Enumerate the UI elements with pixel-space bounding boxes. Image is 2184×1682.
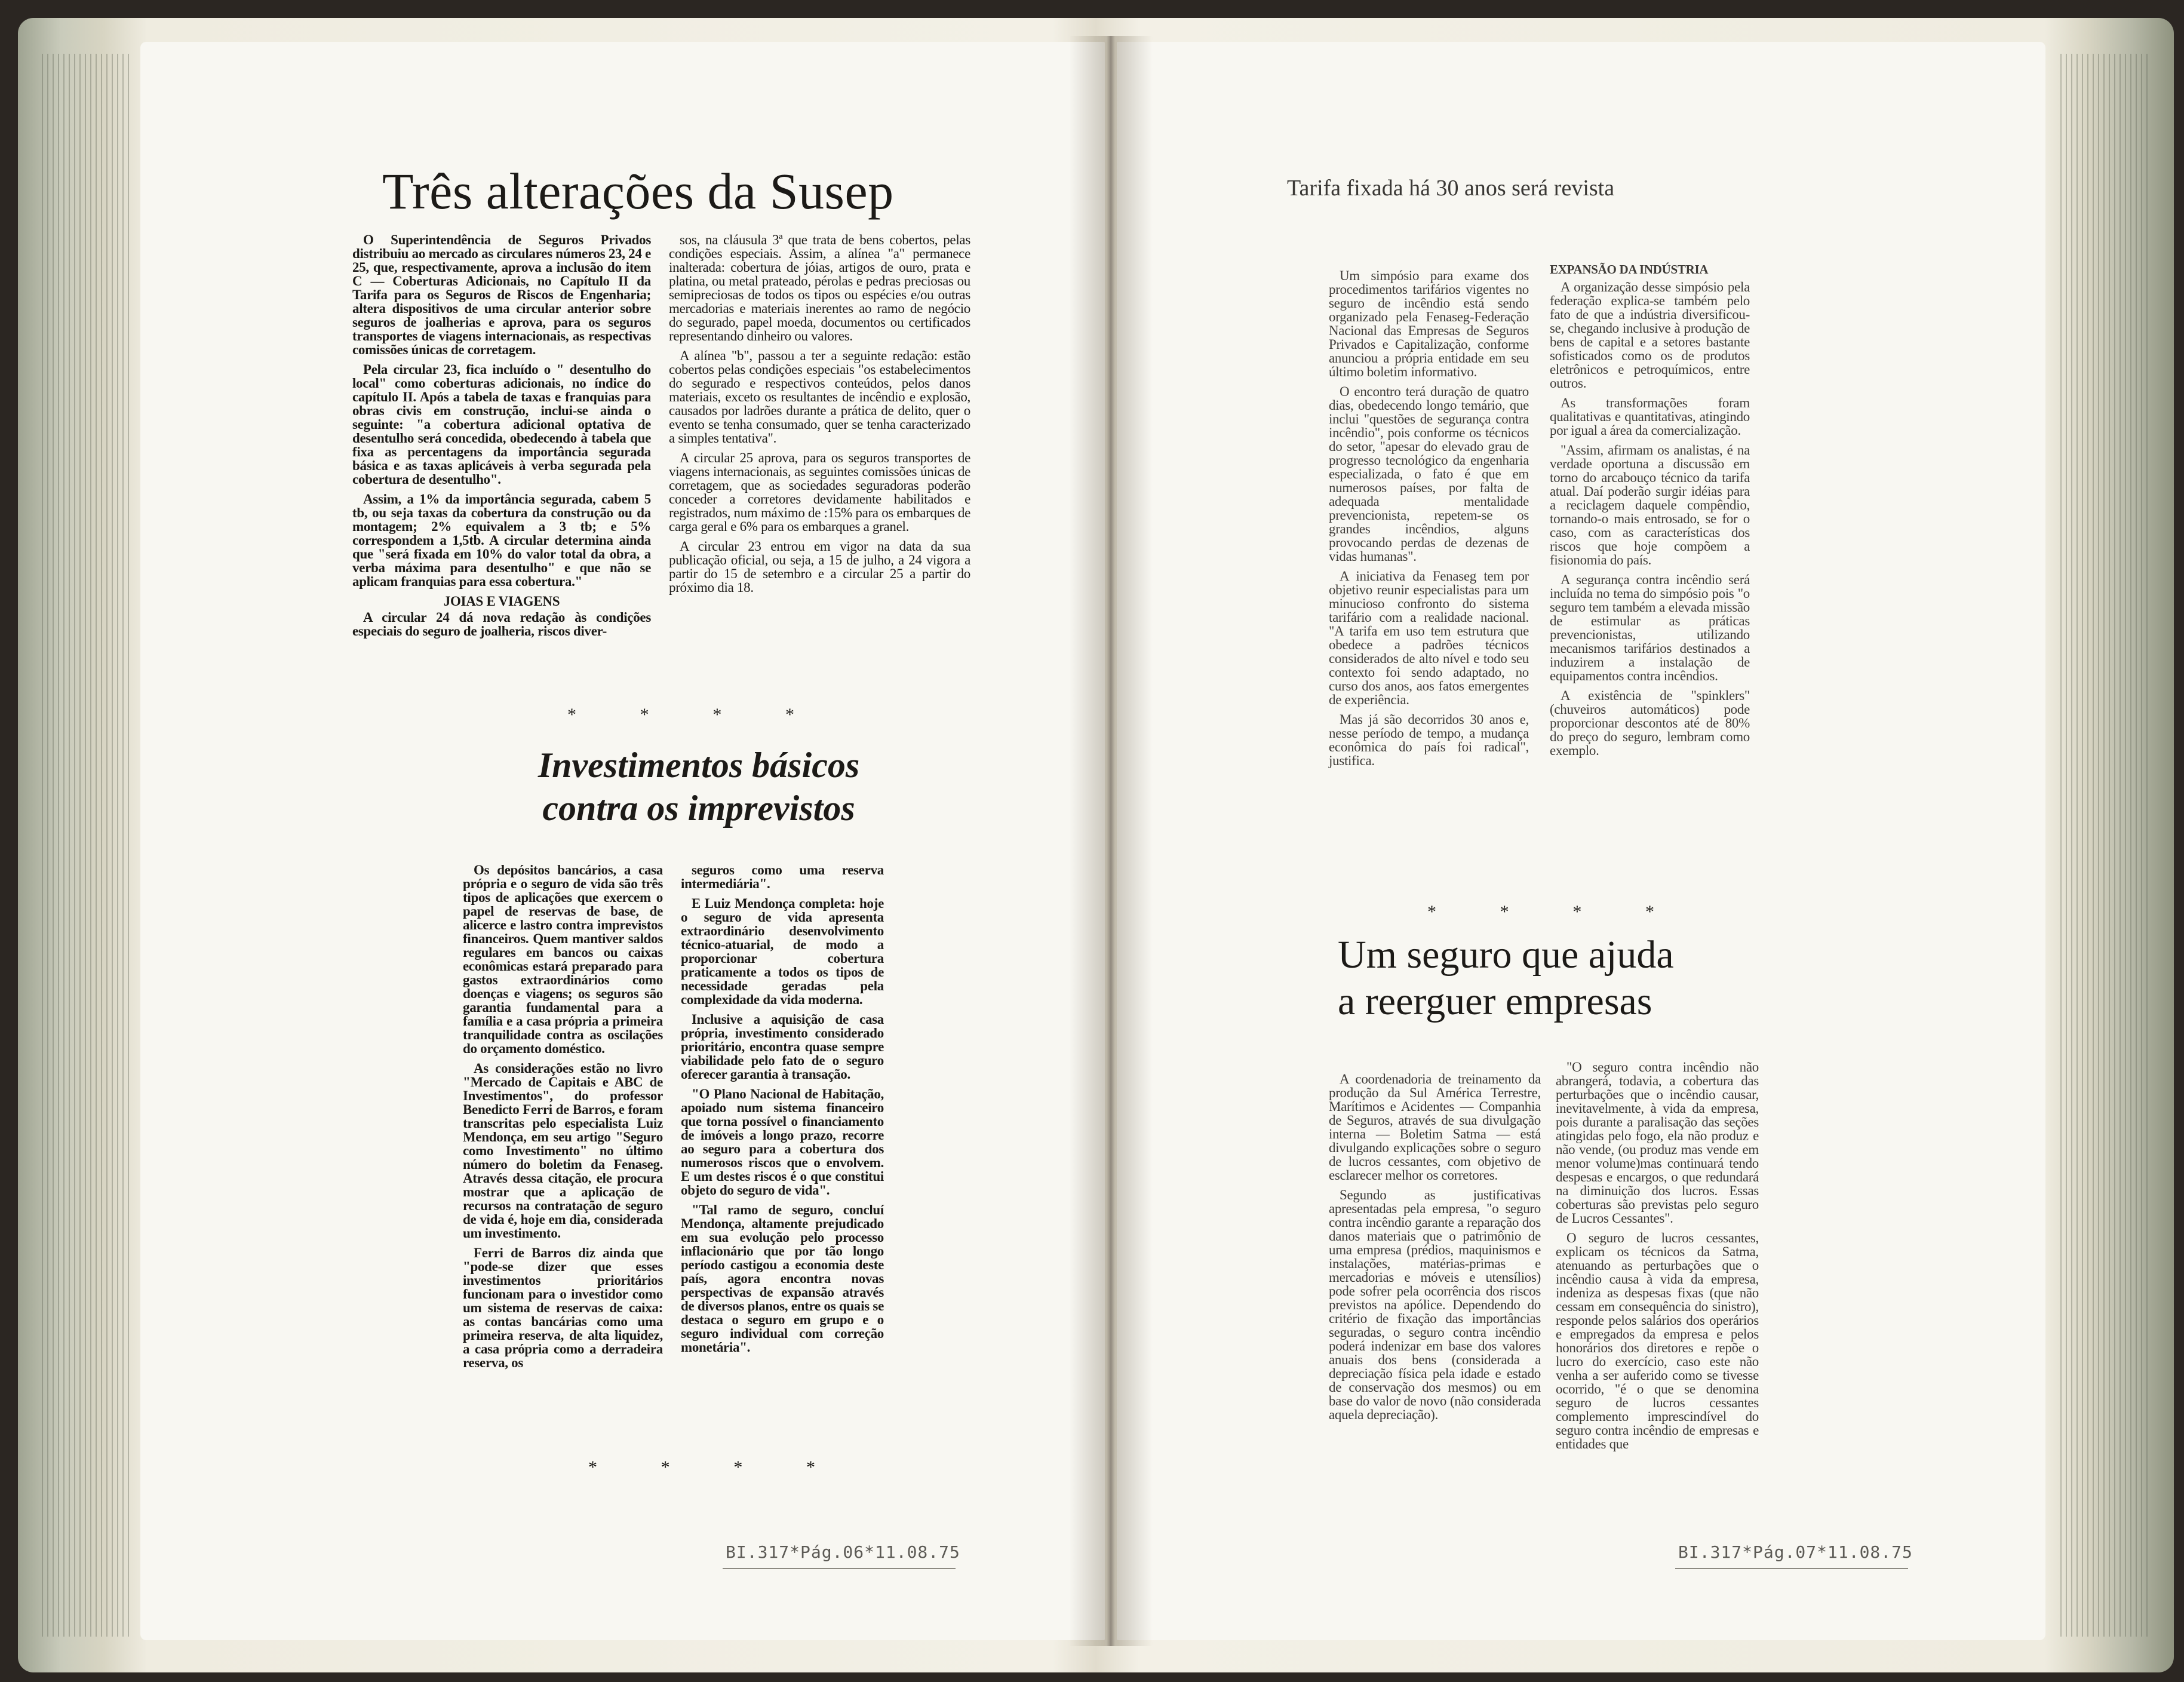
article-title-investimentos [490,744,908,830]
asterisk: * [1427,902,1436,922]
paragraph: seguros como uma reserva intermediária". [681,863,884,891]
subheading-joias: JOIAS E VIAGENS [443,594,560,609]
paragraph: A existência de "spinklers" (chuveiros automáticos) pode proporcionar descontos até de 80% do preço do seguro, lembram como exemplo. [1550,688,1750,758]
paragraph: Ferri de Barros diz ainda que "pode-se dizer que esses investimentos prioritários funcionam para o investidor como um sistema de reservas de caixa: as contas bancárias como uma primeira reserva, de alta liquidez, a casa própria como a derradeira reserva, os [463,1245,663,1370]
paragraph: As transformações foram qualitativas e quantitativas, atingindo por igual a área da comercialização. [1550,395,1750,438]
book-gutter [1069,36,1153,1646]
paragraph: "O Plano Nacional de Habitação, apoiado num sistema financeiro que torna possível o financiamento de imóveis a longo prazo, recorre ao seguro para a cobertura dos numerosos riscos que o envolvem. E um destes riscos é o que constitui objeto do seguro de vida". [681,1086,884,1198]
folio-rule [723,1568,956,1569]
asterisk: * [1645,902,1654,922]
paragraph: Um simpósio para exame dos procedimentos tarifários vigentes no seguro de incêndio está sendo organizado pela Fenaseg-Federação Nacional das Empresas de Seguros Privados e Capitalização, conforme anunciou a própria entidade em seu último boletim informativo. [1329,268,1529,379]
subheading-expansao: EXPANSÃO DA INDÚSTRIA [1550,262,1709,277]
title-line-2: contra os imprevistos [542,788,855,828]
paragraph: E Luiz Mendonça completa: hoje o seguro de vida apresenta extraordinário desenvolvimento técnico-atuarial, de modo a proporcionar cobertura praticamente a todos os tipos de necessidade geradas pela complexidade da vida moderna. [681,896,884,1007]
paragraph: O seguro de lucros cessantes, explicam os técnicos da Satma, atenuando as perturbações que o incêndio causa à vida da empresa, indeniza as despesas fixas (que não cessam em consequência do sinistro), responde pelos salários dos operários e empregados da empresa e pelos honorários dos diretores e repõe o lucro do exercício, caso este não venha a ser auferido como se tivesse ocorrido, "é o que se denomina seguro de lucros cessantes complemento imprescindível do seguro contra incêndio de empresas e entidades que [1556,1230,1759,1451]
paragraph: sos, na cláusula 3ª que trata de bens cobertos, pelas condições especiais. Assim, a alínea "a" permanece inalterada: cobertura de jóias, artigos de ouro, prata e platina, ou metal prateado, pérolas e pedras preciosas ou semipreciosas de todos os tipos ou espécies e/ou outras mercadorias e materiais inerentes ao ramo de negócio do segurado, papel moeda, documentos ou certificados representando dinheiro ou valores. [669,232,970,343]
article-investimentos-column-1 [463,863,663,1376]
title-line-2: a reerguer empresas [1338,980,1652,1023]
left-page-edges [42,54,131,1637]
article-investimentos-column-2 [681,863,884,1360]
paragraph: A organização desse simpósio pela federação explica-se também pelo fato de que a indústria diversificou-se, chegando inclusive à produção de bens de capital e a setores bastante sofisticados como os de produtos eletrônicos e petroquímicos, entre outros. [1550,280,1750,391]
paragraph: O encontro terá duração de quatro dias, obedecendo longo temário, que inclui "questões de segurança contra incêndio", pois conforme os técnicos do setor, "apesar do elevado grau de progresso tecnológico da engenharia especializada, o fato é que em numerosos países, por falta de adequada mentalidade prevencionista, repetem-se os grandes incêndios, alguns provocando perdas de dezenas de vidas humanas". [1329,384,1529,564]
paragraph: Assim, a 1% da importância segurada, cabem 5 tb, ou seja taxas da cobertura da construção ou da montagem; 2% equivalem a 3 tb; e 5% correspondem a 1,5tb. A circular determina ainda que "será fixada em 10% do valor total da obra, a verba máxima para desentulho" e que não se aplicam franquias para essa cobertura." [352,492,651,589]
asterisk: * [1500,902,1509,922]
asterisk: * [785,705,794,725]
paragraph: O Superintendência de Seguros Privados distribuiu ao mercado as circulares números 23, 24 e 25, que, respectivamente, aprova a inclusão do item C — Coberturas Adicionais, no Capítulo II da Tarifa para os Seguros de Riscos de Engenharia; altera dispositivos de uma circular anterior sobre seguros de joalherias e aprova, para os seguros transportes de viagens internacionais, as respectivas comissões únicas de corretagem. [352,232,651,357]
paragraph: A alínea "b", passou a ter a seguinte redação: estão cobertos pelas condições especiais "os estabelecimentos do segurado e respectivos conteúdos, pelos danos materiais, exceto os resultantes de incêndio e explosão, causados por ladrões durante a prática de delito, quer o evento se tenha consumado, quer se tenha caracterizado a simples tentativa". [669,348,970,446]
paragraph: Mas já são decorridos 30 anos e, nesse período de tempo, a mudança econômica do país foi radical", justifica. [1329,712,1529,768]
paragraph: Pela circular 23, fica incluído o " desentulho do local" como coberturas adicionais, no índice do capítulo II. Após a tabela de taxas e franquias para obras civis em construção, inclui-se ainda o seguinte: "a cobertura adicional optativa de desentulho será concedida, obedecendo à tabela que fixa as percentagens da importância segurada básica e as taxas aplicáveis à verba segurada pela cobertura de desentulho". [352,362,651,487]
article-title-seguro-empresas [1338,932,1756,1025]
page-folio-right: BI.317*Pág.07*11.08.75 [1678,1542,1913,1562]
asterisk: * [1572,902,1582,922]
asterisk: * [588,1457,597,1477]
paragraph: "Assim, afirmam os analistas, é na verdade oportuna a discussão em torno do arcabouço técnico da tarifa atual. Daí poderão surgir idéias para a reciclagem daquele compêndio, tornando-o mais entrosado, se for o caso, com as características dos riscos que hoje compõem a fisionomia do país. [1550,443,1750,567]
article-tarifa-column-2 [1550,263,1750,763]
asterisk: * [733,1457,743,1477]
paragraph: A coordenadoria de treinamento da produção da Sul América Terrestre, Marítimos e Acidentes — Companhia de Seguros, através de sua divulgação interna — Boletim Satma — está divulgando explicações sobre o seguro de lucros cessantes, com objetivo de esclarecer melhor os corretores. [1329,1072,1541,1183]
paragraph: As considerações estão no livro "Mercado de Capitais e ABC de Investimentos", do professor Benedicto Ferri de Barros, e foram transcritas pelo especialista Luiz Mendonça, em seu artigo "Seguro como Investimento" no último número do boletim da Fenaseg. Através dessa citação, ele procura mostrar que a aplicação de recursos na contratação de seguro de vida é, hoje em dia, considerada um investimento. [463,1061,663,1241]
article-tarifa-column-1 [1329,269,1529,774]
paragraph: Os depósitos bancários, a casa própria e o seguro de vida são três tipos de aplicações que exercem o papel de reservas de base, de alicerce e lastro contra imprevistos financeiros. Quem mantiver saldos regulares em bancos ou caixas econômicas estará preparado para gastos extraordinários como doenças e viagens; os seguros são garantia fundamental para a família e a casa própria a primeira tranquilidade contra as oscilações do orçamento doméstico. [463,863,663,1056]
separator-asterisks [1427,902,1654,922]
asterisk: * [640,705,649,725]
article-title-tarifa: Tarifa fixada há 30 anos será revista [1287,176,1615,201]
folio-rule [1675,1568,1908,1569]
asterisk: * [661,1457,670,1477]
paragraph: "O seguro contra incêndio não abrangerá, todavia, a cobertura das perturbações que o incêndio causar, inevitavelmente, à vida da empresa, pois durante a paralisação das seções atingidas pelo fogo, ela não produz e não vende, (ou produz mas vende em menor volume)mas continuará tendo despesas e encargos, o que redundará na diminuição dos lucros. Essas coberturas são previstas pelo seguro de Lucros Cessantes". [1556,1060,1759,1226]
paragraph: A circular 25 aprova, para os seguros transportes de viagens internacionais, as seguintes comissões únicas de corretagem, que as sociedades seguradoras poderão conceder a corretores devidamente habilitados e registrados, num máximo de :15% para os embarques de carga geral e 6% para os embarques a granel. [669,450,970,534]
article-susep-column-1 [352,233,651,644]
title-line-1: Investimentos básicos [537,745,860,785]
article-title-susep: Três alterações da Susep [382,162,894,220]
title-line-1: Um seguro que ajuda [1338,933,1674,977]
paragraph: Segundo as justificativas apresentadas pela empresa, "o seguro contra incêndio garante a reparação dos danos materiais que o patrimônio de uma empresa (prédios, maquinismos e instalações, matérias-primas e mercadorias e móveis e utensílios) pode sofrer pela ocorrência dos riscos previstos na apólice. Dependendo do critério de fixação das importâncias seguradas, o seguro contra incêndio poderá indenizar em base dos valores anuais dos bens (considerada a depreciação física pela idade e estado de conservação dos mesmos) ou em base do valor de novo (não considerada aquela depreciação). [1329,1187,1541,1422]
paragraph: A circular 23 entrou em vigor na data da sua publicação oficial, ou seja, a 15 de julho, a 24 vigora a partir do 15 de setembro e a circular 25 a partir do próximo dia 18. [669,539,970,595]
paragraph: Inclusive a aquisição de casa própria, investimento considerado prioritário, encontra quase sempre viabilidade pelo fato de o seguro oferecer garantia à transação. [681,1012,884,1082]
article-seguro-column-2 [1556,1060,1759,1457]
separator-asterisks [588,1457,815,1478]
separator-asterisks [567,705,794,725]
asterisk: * [567,705,576,725]
article-seguro-column-1 [1329,1072,1541,1428]
right-page-edges [2060,54,2150,1637]
paragraph: A iniciativa da Fenaseg tem por objetivo reunir especialistas para um minucioso confronto do sistema tarifário com a realidade nacional. "A tarifa em uso tem estrutura que obedece a padrões técnicos considerados de alto nível e todo seu contexto foi sendo adaptado, no curso dos anos, aos fatos emergentes de experiência. [1329,569,1529,707]
paragraph: A segurança contra incêndio será incluída no tema do simpósio pois "o seguro tem também a elevada missão de estimular as práticas prevencionistas, utilizando mecanismos tarifários destinados a induzirem a instalação de equipamentos contra incêndios. [1550,572,1750,683]
paragraph: "Tal ramo de seguro, concluí Mendonça, altamente prejudicado em sua evolução pelo processo inflacionário que por tão longo período castigou a economia deste país, agora encontra novas perspectivas de expansão através de diversos planos, entre os quais se destaca o seguro em grupo e o seguro individual com correção monetária". [681,1202,884,1355]
asterisk: * [712,705,722,725]
asterisk: * [806,1457,815,1477]
paragraph: A circular 24 dá nova redação às condições especiais do seguro de joalheria, riscos diver- [352,610,651,639]
page-folio-left: BI.317*Pág.06*11.08.75 [726,1542,960,1562]
article-susep-column-2 [669,233,970,600]
